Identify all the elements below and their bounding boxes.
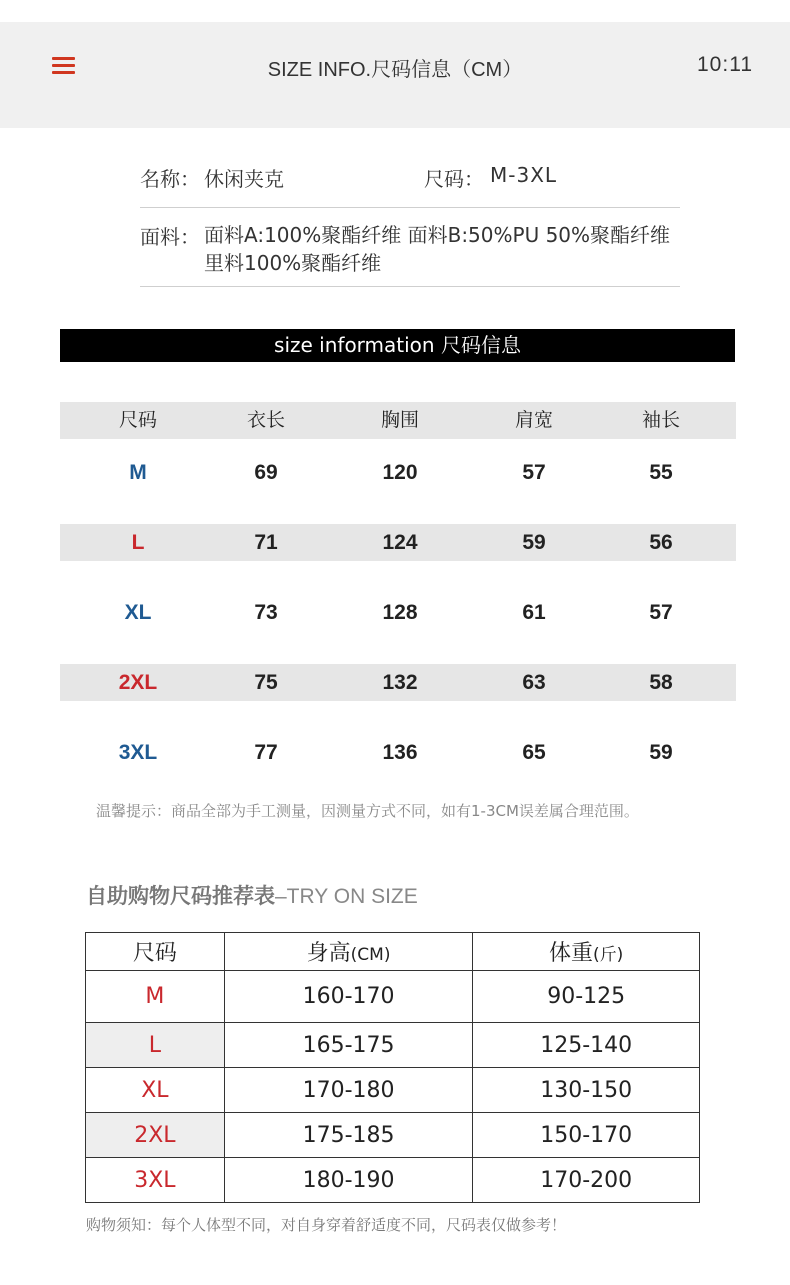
length-cell: 73 bbox=[254, 601, 278, 624]
size-table-header bbox=[60, 402, 736, 439]
fabric-value bbox=[204, 221, 724, 277]
size-cell: 3XL bbox=[118, 741, 158, 764]
chest-cell: 120 bbox=[382, 461, 418, 484]
chest-cell: 124 bbox=[382, 531, 418, 554]
chest-cell: 128 bbox=[382, 601, 418, 624]
length-cell: 77 bbox=[254, 741, 278, 764]
fabric-line-2: 里料100%聚酯纤维 bbox=[204, 251, 382, 275]
header-chest: 胸围 bbox=[380, 409, 419, 431]
chest-cell: 136 bbox=[382, 741, 418, 764]
sleeve-cell: 58 bbox=[649, 671, 673, 694]
shoulder-cell: 63 bbox=[522, 671, 546, 694]
rec-weight-cell: 130-150 bbox=[473, 1068, 700, 1113]
rec-size-cell: XL bbox=[86, 1068, 225, 1113]
rec-header-weight: 体重(斤) bbox=[473, 933, 700, 971]
rec-height-cell: 160-170 bbox=[224, 971, 473, 1023]
table-row bbox=[86, 1068, 700, 1113]
table-row bbox=[86, 1023, 700, 1068]
size-info-banner: size information 尺码信息 bbox=[60, 329, 735, 362]
size-cell: L bbox=[131, 531, 145, 554]
clock-time: 10:11 bbox=[697, 53, 753, 76]
rec-height-cell: 180-190 bbox=[224, 1158, 473, 1203]
name-value: 休闲夹克 bbox=[204, 167, 284, 191]
shoulder-cell: 61 bbox=[522, 601, 546, 624]
rec-size-cell: L bbox=[86, 1023, 225, 1068]
rec-height-cell: 165-175 bbox=[224, 1023, 473, 1068]
shopping-notice: 购物须知：每个人体型不同，对自身穿着舒适度不同，尺码表仅做参考！ bbox=[86, 1216, 567, 1234]
sleeve-cell: 57 bbox=[649, 601, 673, 624]
header-size: 尺码 bbox=[118, 409, 157, 431]
rec-header-size: 尺码 bbox=[86, 933, 225, 971]
top-bar bbox=[0, 22, 790, 128]
sleeve-cell: 59 bbox=[649, 741, 673, 764]
chest-cell: 132 bbox=[382, 671, 418, 694]
product-info-row bbox=[140, 160, 680, 208]
table-row bbox=[60, 454, 736, 491]
recommend-title-cn: 自助购物尺码推荐表 bbox=[86, 884, 275, 908]
table-row bbox=[60, 594, 736, 631]
size-range-label: 尺码： bbox=[424, 167, 484, 191]
measurement-tip: 温馨提示：商品全部为手工测量，因测量方式不同，如有1-3CM误差属合理范围。 bbox=[96, 802, 639, 820]
recommend-title-en: –TRY ON SIZE bbox=[275, 885, 418, 908]
rec-header-height: 身高(CM) bbox=[224, 933, 473, 971]
header-shoulder: 肩宽 bbox=[514, 409, 553, 431]
size-cell: XL bbox=[124, 601, 152, 624]
table-row bbox=[60, 734, 736, 771]
recommend-table-header bbox=[86, 933, 700, 971]
table-row bbox=[86, 1113, 700, 1158]
shoulder-cell: 59 bbox=[522, 531, 546, 554]
recommend-title bbox=[86, 880, 418, 910]
rec-weight-cell: 170-200 bbox=[473, 1158, 700, 1203]
fabric-info-row bbox=[140, 218, 680, 287]
rec-height-cell: 170-180 bbox=[224, 1068, 473, 1113]
table-row bbox=[86, 971, 700, 1023]
header-length: 衣长 bbox=[246, 409, 285, 431]
size-cell: M bbox=[129, 461, 147, 484]
fabric-line-1: 面料A:100%聚酯纤维 面料B:50%PU 50%聚酯纤维 bbox=[204, 223, 671, 247]
shoulder-cell: 65 bbox=[522, 741, 546, 764]
size-cell: 2XL bbox=[118, 671, 158, 694]
size-table bbox=[60, 402, 736, 771]
rec-weight-cell: 150-170 bbox=[473, 1113, 700, 1158]
page-title: SIZE INFO.尺码信息（CM） bbox=[267, 59, 523, 81]
shoulder-cell: 57 bbox=[522, 461, 546, 484]
header-sleeve: 袖长 bbox=[641, 409, 680, 431]
rec-size-cell: 3XL bbox=[86, 1158, 225, 1203]
name-label: 名称： bbox=[140, 167, 200, 191]
table-row bbox=[60, 664, 736, 701]
table-row bbox=[60, 524, 736, 561]
length-cell: 71 bbox=[254, 531, 278, 554]
rec-size-cell: M bbox=[86, 971, 225, 1023]
recommend-table bbox=[85, 932, 700, 1203]
rec-height-cell: 175-185 bbox=[224, 1113, 473, 1158]
rec-weight-cell: 90-125 bbox=[473, 971, 700, 1023]
table-row bbox=[86, 1158, 700, 1203]
fabric-label: 面料： bbox=[140, 225, 200, 249]
rec-weight-cell: 125-140 bbox=[473, 1023, 700, 1068]
length-cell: 75 bbox=[254, 671, 278, 694]
rec-size-cell: 2XL bbox=[86, 1113, 225, 1158]
size-range-value: M-3XL bbox=[490, 163, 558, 187]
sleeve-cell: 55 bbox=[649, 461, 673, 484]
length-cell: 69 bbox=[254, 461, 278, 484]
sleeve-cell: 56 bbox=[649, 531, 673, 554]
